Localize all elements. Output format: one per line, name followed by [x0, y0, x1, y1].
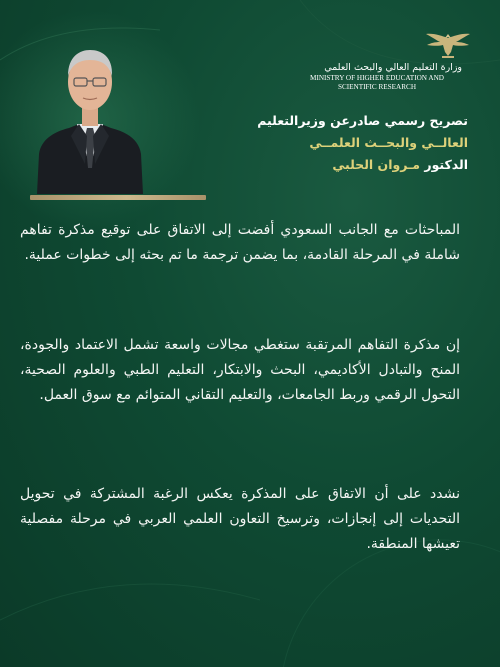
paragraph-2: إن مذكرة التفاهم المرتقبة ستغطي مجالات واسعة تشمل الاعتماد والجودة، المنح والتبادل الأكاديمي، البحث والابتكار، التعليم الطبي والعلوم الصحية، التحول الرقمي وربط الجامعات، والتعليم التقاني المتوائم مع سوق العمل.	[20, 337, 460, 403]
statement-line-3	[228, 154, 468, 176]
gold-underline-bar	[30, 195, 206, 200]
paragraph-3: نشدد على أن الاتفاق على المذكرة يعكس الرغبة المشتركة في تحويل التحديات إلى إنجازات، وترسيخ التعاون العلمي العربي في مرحلة مفصلية تعيشها المنطقة.	[20, 486, 460, 552]
ministry-name-arabic: وزارة التعليم العالي والبحث العلمي	[324, 62, 462, 73]
minister-portrait	[35, 36, 145, 194]
ministry-name-english-line2: SCIENTIFIC RESEARCH	[337, 83, 417, 91]
statement-heading	[228, 110, 468, 176]
eagle-emblem-icon	[424, 30, 472, 60]
ministry-name-english-line1: MINISTRY OF HIGHER EDUCATION AND	[310, 74, 444, 82]
statement-line-2-text: العالــي والبحــث العلمــي	[309, 135, 468, 150]
statement-line-2	[228, 132, 468, 154]
statement-line-1: تصريح رسمي صادرعن وزيرالتعليم	[257, 113, 468, 128]
minister-name: مـروان الحلبي	[332, 157, 421, 172]
ministry-name	[272, 62, 462, 92]
minister-title: الدكتور	[424, 157, 468, 172]
paragraph-1: المباحثات مع الجانب السعودي أفضت إلى الاتفاق على توقيع مذكرة تفاهم شاملة في المرحلة القادمة، بما يضمن ترجمة ما تم بحثه إلى خطوات عملية.	[20, 222, 460, 263]
